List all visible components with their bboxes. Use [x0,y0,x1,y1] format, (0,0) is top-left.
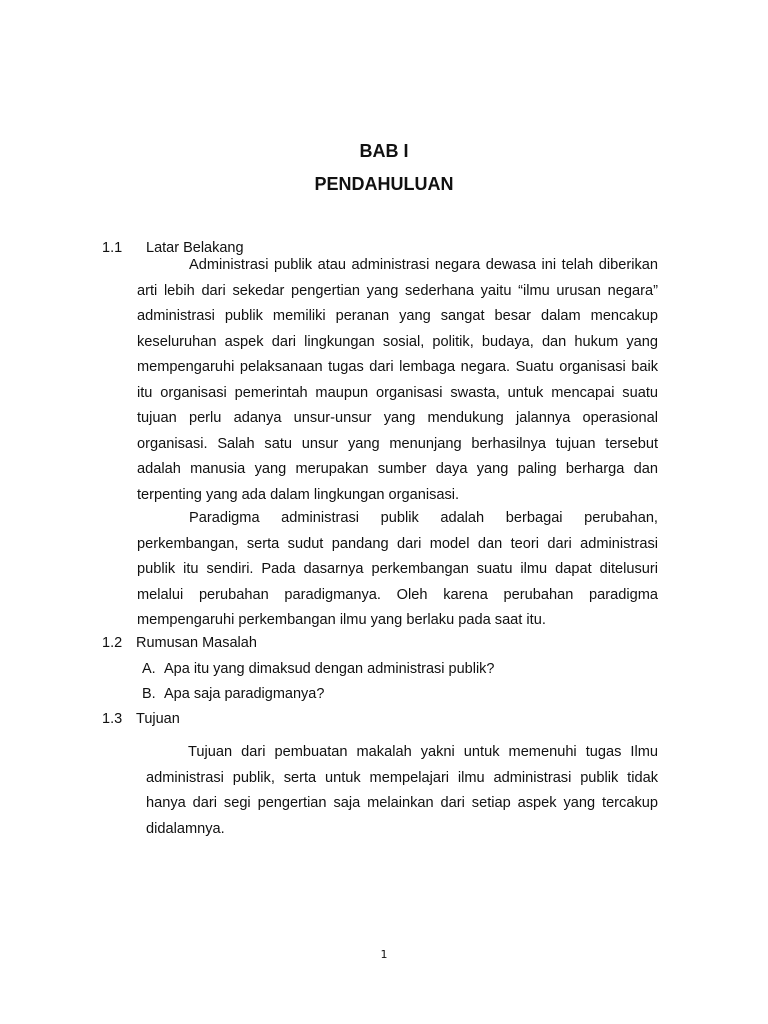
page-number: 1 [380,948,388,961]
list-item-text: Apa itu yang dimaksud dengan administrasi publik? [164,661,495,677]
paragraph-latar-belakang-2: Paradigma administrasi publik adalah berbagai perubahan, perkembangan, serta sudut pandang dari model dan teori dari administrasi publik itu sendiri. Pada dasarnya perkembangan suatu ilmu dapat ditelusuri melalui perubahan paradigmanya. Oleh karena perubahan paradigma mempengaruhi perkembangan ilmu yang berlaku pada saat itu. [137,510,658,628]
section-title: Latar Belakang [146,240,244,256]
list-item-label: B. [142,686,156,702]
chapter-title: PENDAHULUAN [314,174,454,194]
list-item-label: A. [142,661,156,677]
section-number: 1.3 [102,711,123,727]
list-item [142,685,324,703]
paragraph-tujuan: Tujuan dari pembuatan makalah yakni untuk memenuhi tugas Ilmu administrasi publik, serta untuk mempelajari ilmu administrasi publik tidak hanya dari segi pengertian saja melainkan dari setiap aspek yang tercakup didalamnya. [146,744,658,837]
section-title: Tujuan [136,711,180,727]
paragraph-latar-belakang-1: Administrasi publik atau administrasi negara dewasa ini telah diberikan arti lebih dari sekedar pengertian yang sederhana yaitu “ilmu urusan negara” administrasi publik memiliki peranan yang sangat besar dalam mencakup keseluruhan aspek dari lingkungan sosial, politik, budaya, dan hukum yang mempengaruhi pelaksanaan tugas dari lembaga negara. Suatu organisasi baik itu organisasi pemerintah maupun organisasi swasta, untuk mencapai suatu tujuan perlu adanya unsur-unsur yang mendukung jalannya operasional organisasi. Salah satu unsur yang menunjang berhasilnya tujuan tersebut adalah manusia yang merupakan sumber daya yang paling berharga dan terpenting yang ada dalam lingkungan organisasi. [137,257,658,503]
list-item-text: Apa saja paradigmanya? [164,686,325,702]
section-title: Rumusan Masalah [136,635,257,651]
section-number: 1.1 [102,240,123,256]
section-number: 1.2 [102,635,123,651]
chapter-number: BAB I [359,141,409,161]
list-item [142,660,494,678]
